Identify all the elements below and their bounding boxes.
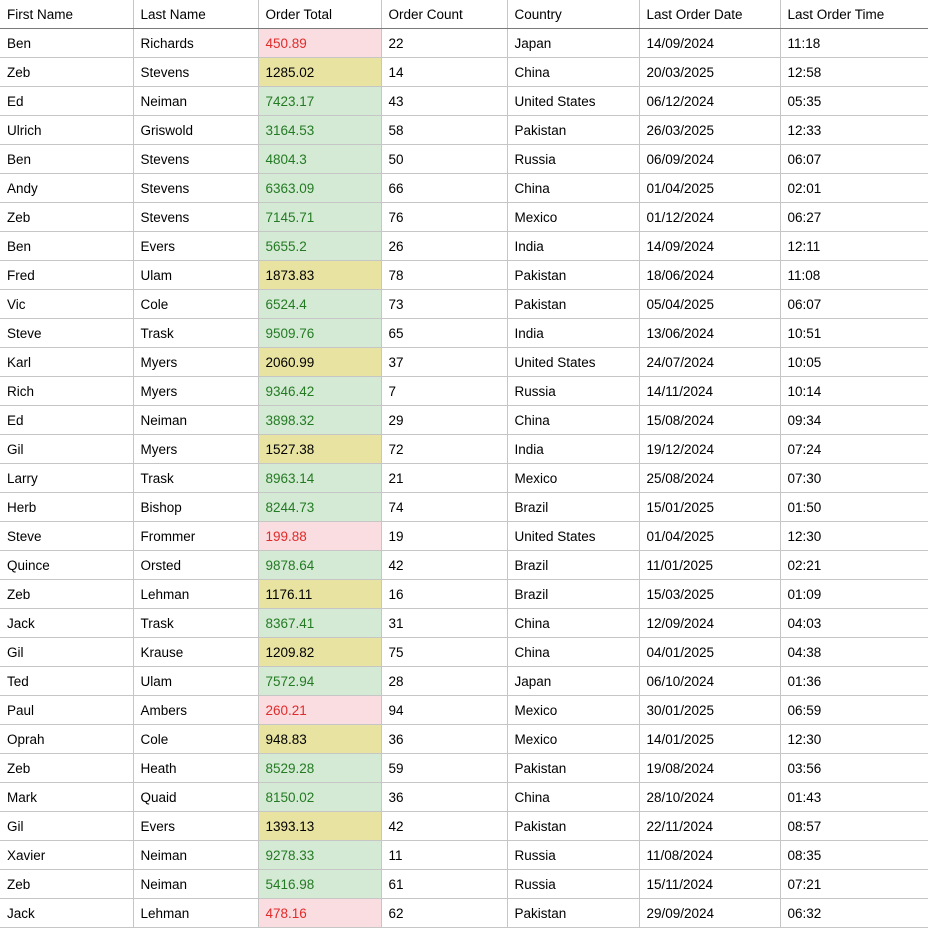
cell-first-name[interactable]: Ben (0, 29, 133, 58)
cell-first-name[interactable]: Steve (0, 319, 133, 348)
cell-order-total[interactable]: 4804.3 (258, 145, 381, 174)
cell-order-total[interactable]: 1209.82 (258, 638, 381, 667)
cell-last-order-time[interactable]: 06:59 (780, 696, 928, 725)
cell-first-name[interactable]: Vic (0, 290, 133, 319)
cell-last-order-date[interactable]: 14/09/2024 (639, 232, 780, 261)
cell-last-name[interactable]: Ambers (133, 696, 258, 725)
cell-last-order-date[interactable]: 24/07/2024 (639, 348, 780, 377)
cell-order-total[interactable]: 8529.28 (258, 754, 381, 783)
cell-country[interactable]: Pakistan (507, 899, 639, 928)
cell-last-name[interactable]: Stevens (133, 174, 258, 203)
cell-last-order-time[interactable]: 09:34 (780, 406, 928, 435)
cell-last-order-date[interactable]: 12/09/2024 (639, 609, 780, 638)
cell-first-name[interactable]: Andy (0, 174, 133, 203)
cell-country[interactable]: Pakistan (507, 812, 639, 841)
cell-order-total[interactable]: 9278.33 (258, 841, 381, 870)
cell-country[interactable]: China (507, 406, 639, 435)
cell-first-name[interactable]: Paul (0, 696, 133, 725)
cell-first-name[interactable]: Oprah (0, 725, 133, 754)
table-row[interactable] (0, 319, 928, 348)
cell-last-order-time[interactable]: 01:36 (780, 667, 928, 696)
column-header-last-order-time[interactable]: Last Order Time (780, 0, 928, 29)
cell-first-name[interactable]: Herb (0, 493, 133, 522)
cell-country[interactable]: India (507, 435, 639, 464)
cell-first-name[interactable]: Ed (0, 87, 133, 116)
cell-last-name[interactable]: Trask (133, 319, 258, 348)
table-row[interactable] (0, 261, 928, 290)
cell-last-name[interactable]: Ulam (133, 261, 258, 290)
cell-last-name[interactable]: Neiman (133, 406, 258, 435)
cell-last-name[interactable]: Orsted (133, 551, 258, 580)
table-row[interactable] (0, 609, 928, 638)
cell-order-count[interactable]: 22 (381, 29, 507, 58)
cell-order-total[interactable]: 3164.53 (258, 116, 381, 145)
table-row[interactable] (0, 435, 928, 464)
table-row[interactable] (0, 899, 928, 928)
cell-order-count[interactable]: 26 (381, 232, 507, 261)
cell-order-count[interactable]: 75 (381, 638, 507, 667)
cell-country[interactable]: China (507, 783, 639, 812)
cell-last-name[interactable]: Cole (133, 290, 258, 319)
cell-order-count[interactable]: 19 (381, 522, 507, 551)
cell-country[interactable]: Russia (507, 377, 639, 406)
table-row[interactable] (0, 58, 928, 87)
cell-order-total[interactable]: 8367.41 (258, 609, 381, 638)
cell-first-name[interactable]: Zeb (0, 870, 133, 899)
cell-first-name[interactable]: Gil (0, 435, 133, 464)
cell-order-total[interactable]: 260.21 (258, 696, 381, 725)
cell-first-name[interactable]: Ben (0, 145, 133, 174)
cell-first-name[interactable]: Ed (0, 406, 133, 435)
cell-last-order-date[interactable]: 05/04/2025 (639, 290, 780, 319)
table-body (0, 29, 928, 928)
cell-last-order-date[interactable]: 29/09/2024 (639, 899, 780, 928)
cell-last-order-time[interactable]: 06:27 (780, 203, 928, 232)
cell-order-total[interactable]: 3898.32 (258, 406, 381, 435)
cell-order-count[interactable]: 28 (381, 667, 507, 696)
cell-last-name[interactable]: Griswold (133, 116, 258, 145)
column-header-last-order-date[interactable]: Last Order Date (639, 0, 780, 29)
cell-order-total[interactable]: 9509.76 (258, 319, 381, 348)
table-row[interactable] (0, 580, 928, 609)
cell-last-order-time[interactable]: 06:07 (780, 290, 928, 319)
cell-last-name[interactable]: Cole (133, 725, 258, 754)
cell-last-order-date[interactable]: 11/08/2024 (639, 841, 780, 870)
cell-last-order-time[interactable]: 10:14 (780, 377, 928, 406)
cell-last-order-date[interactable]: 30/01/2025 (639, 696, 780, 725)
cell-last-order-time[interactable]: 10:05 (780, 348, 928, 377)
table-row[interactable] (0, 116, 928, 145)
cell-country[interactable]: China (507, 58, 639, 87)
cell-last-name[interactable]: Neiman (133, 841, 258, 870)
table-row[interactable] (0, 145, 928, 174)
table-row[interactable] (0, 754, 928, 783)
cell-order-count[interactable]: 72 (381, 435, 507, 464)
cell-last-order-date[interactable]: 20/03/2025 (639, 58, 780, 87)
column-header-order-count[interactable]: Order Count (381, 0, 507, 29)
cell-last-order-time[interactable]: 02:21 (780, 551, 928, 580)
cell-last-order-date[interactable]: 25/08/2024 (639, 464, 780, 493)
table-row[interactable] (0, 464, 928, 493)
cell-first-name[interactable]: Karl (0, 348, 133, 377)
cell-order-count[interactable]: 76 (381, 203, 507, 232)
table-row[interactable] (0, 812, 928, 841)
cell-order-count[interactable]: 50 (381, 145, 507, 174)
cell-last-name[interactable]: Quaid (133, 783, 258, 812)
cell-last-order-time[interactable]: 06:07 (780, 145, 928, 174)
cell-last-order-date[interactable]: 06/12/2024 (639, 87, 780, 116)
cell-first-name[interactable]: Zeb (0, 754, 133, 783)
cell-last-order-time[interactable]: 01:09 (780, 580, 928, 609)
table-row[interactable] (0, 522, 928, 551)
table-row[interactable] (0, 232, 928, 261)
cell-last-order-date[interactable]: 06/10/2024 (639, 667, 780, 696)
column-header-first-name[interactable]: First Name (0, 0, 133, 29)
cell-order-total[interactable]: 8244.73 (258, 493, 381, 522)
cell-order-count[interactable]: 74 (381, 493, 507, 522)
cell-order-count[interactable]: 78 (381, 261, 507, 290)
cell-last-order-date[interactable]: 01/12/2024 (639, 203, 780, 232)
column-header-country[interactable]: Country (507, 0, 639, 29)
cell-first-name[interactable]: Zeb (0, 580, 133, 609)
table-row[interactable] (0, 551, 928, 580)
cell-order-count[interactable]: 36 (381, 725, 507, 754)
cell-last-order-date[interactable]: 22/11/2024 (639, 812, 780, 841)
table-header (0, 0, 928, 29)
cell-country[interactable]: Japan (507, 29, 639, 58)
cell-first-name[interactable]: Mark (0, 783, 133, 812)
cell-first-name[interactable]: Larry (0, 464, 133, 493)
cell-country[interactable]: Russia (507, 145, 639, 174)
cell-order-total[interactable]: 6524.4 (258, 290, 381, 319)
cell-first-name[interactable]: Ulrich (0, 116, 133, 145)
cell-last-name[interactable]: Krause (133, 638, 258, 667)
cell-country[interactable]: Brazil (507, 580, 639, 609)
cell-order-total[interactable]: 1285.02 (258, 58, 381, 87)
cell-order-total[interactable]: 2060.99 (258, 348, 381, 377)
cell-order-total[interactable]: 478.16 (258, 899, 381, 928)
cell-country[interactable]: Pakistan (507, 261, 639, 290)
cell-order-count[interactable]: 73 (381, 290, 507, 319)
cell-last-order-time[interactable]: 12:30 (780, 522, 928, 551)
cell-first-name[interactable]: Quince (0, 551, 133, 580)
table-row[interactable] (0, 870, 928, 899)
cell-last-order-date[interactable]: 14/01/2025 (639, 725, 780, 754)
cell-country[interactable]: United States (507, 522, 639, 551)
cell-last-name[interactable]: Myers (133, 435, 258, 464)
column-header-order-total[interactable]: Order Total (258, 0, 381, 29)
cell-last-order-time[interactable]: 04:38 (780, 638, 928, 667)
cell-last-order-time[interactable]: 01:50 (780, 493, 928, 522)
cell-country[interactable]: Pakistan (507, 754, 639, 783)
cell-last-name[interactable]: Stevens (133, 145, 258, 174)
cell-country[interactable]: Brazil (507, 551, 639, 580)
cell-first-name[interactable]: Zeb (0, 203, 133, 232)
table-row[interactable] (0, 29, 928, 58)
cell-first-name[interactable]: Jack (0, 899, 133, 928)
table-row[interactable] (0, 725, 928, 754)
cell-first-name[interactable]: Xavier (0, 841, 133, 870)
cell-order-count[interactable]: 36 (381, 783, 507, 812)
table-row[interactable] (0, 493, 928, 522)
cell-last-name[interactable]: Myers (133, 377, 258, 406)
cell-last-order-date[interactable]: 13/06/2024 (639, 319, 780, 348)
cell-last-name[interactable]: Frommer (133, 522, 258, 551)
cell-order-count[interactable]: 31 (381, 609, 507, 638)
cell-last-order-time[interactable]: 12:11 (780, 232, 928, 261)
cell-order-total[interactable]: 948.83 (258, 725, 381, 754)
cell-order-count[interactable]: 43 (381, 87, 507, 116)
cell-order-total[interactable]: 7145.71 (258, 203, 381, 232)
cell-last-order-time[interactable]: 02:01 (780, 174, 928, 203)
cell-last-order-time[interactable]: 11:18 (780, 29, 928, 58)
table-row[interactable] (0, 667, 928, 696)
cell-country[interactable]: Mexico (507, 725, 639, 754)
cell-last-order-date[interactable]: 15/11/2024 (639, 870, 780, 899)
cell-order-count[interactable]: 62 (381, 899, 507, 928)
cell-order-count[interactable]: 14 (381, 58, 507, 87)
cell-last-name[interactable]: Stevens (133, 203, 258, 232)
cell-order-total[interactable]: 1873.83 (258, 261, 381, 290)
cell-last-name[interactable]: Evers (133, 232, 258, 261)
cell-order-count[interactable]: 11 (381, 841, 507, 870)
header-row (0, 0, 928, 29)
cell-order-count[interactable]: 37 (381, 348, 507, 377)
cell-country[interactable]: Mexico (507, 696, 639, 725)
cell-order-total[interactable]: 1527.38 (258, 435, 381, 464)
cell-last-name[interactable]: Evers (133, 812, 258, 841)
cell-last-order-time[interactable]: 12:33 (780, 116, 928, 145)
cell-order-count[interactable]: 16 (381, 580, 507, 609)
cell-country[interactable]: Mexico (507, 203, 639, 232)
cell-order-count[interactable]: 7 (381, 377, 507, 406)
cell-last-name[interactable]: Neiman (133, 87, 258, 116)
cell-order-count[interactable]: 61 (381, 870, 507, 899)
cell-order-total[interactable]: 7572.94 (258, 667, 381, 696)
cell-country[interactable]: China (507, 174, 639, 203)
cell-last-order-date[interactable]: 26/03/2025 (639, 116, 780, 145)
cell-country[interactable]: India (507, 319, 639, 348)
cell-last-name[interactable]: Myers (133, 348, 258, 377)
cell-last-name[interactable]: Bishop (133, 493, 258, 522)
cell-last-name[interactable]: Lehman (133, 899, 258, 928)
cell-last-order-time[interactable]: 10:51 (780, 319, 928, 348)
cell-order-total[interactable]: 8963.14 (258, 464, 381, 493)
cell-order-total[interactable]: 6363.09 (258, 174, 381, 203)
cell-order-total[interactable]: 8150.02 (258, 783, 381, 812)
cell-last-order-date[interactable]: 28/10/2024 (639, 783, 780, 812)
cell-last-name[interactable]: Stevens (133, 58, 258, 87)
cell-last-order-date[interactable]: 04/01/2025 (639, 638, 780, 667)
cell-first-name[interactable]: Jack (0, 609, 133, 638)
cell-last-order-date[interactable]: 19/08/2024 (639, 754, 780, 783)
cell-last-order-time[interactable]: 07:30 (780, 464, 928, 493)
cell-last-order-date[interactable]: 14/11/2024 (639, 377, 780, 406)
cell-last-order-time[interactable]: 03:56 (780, 754, 928, 783)
cell-last-order-date[interactable]: 18/06/2024 (639, 261, 780, 290)
cell-country[interactable]: Mexico (507, 464, 639, 493)
cell-first-name[interactable]: Steve (0, 522, 133, 551)
cell-first-name[interactable]: Rich (0, 377, 133, 406)
cell-country[interactable]: Russia (507, 841, 639, 870)
cell-order-total[interactable]: 5655.2 (258, 232, 381, 261)
cell-order-total[interactable]: 450.89 (258, 29, 381, 58)
cell-country[interactable]: Brazil (507, 493, 639, 522)
cell-last-order-date[interactable]: 15/03/2025 (639, 580, 780, 609)
cell-order-count[interactable]: 94 (381, 696, 507, 725)
table-row[interactable] (0, 348, 928, 377)
cell-last-name[interactable]: Trask (133, 609, 258, 638)
table-row[interactable] (0, 290, 928, 319)
table-row[interactable] (0, 783, 928, 812)
cell-last-name[interactable]: Neiman (133, 870, 258, 899)
cell-last-order-time[interactable]: 07:24 (780, 435, 928, 464)
cell-country[interactable]: India (507, 232, 639, 261)
cell-first-name[interactable]: Ben (0, 232, 133, 261)
table-row[interactable] (0, 406, 928, 435)
cell-order-total[interactable]: 7423.17 (258, 87, 381, 116)
cell-order-count[interactable]: 42 (381, 551, 507, 580)
cell-order-total[interactable]: 9346.42 (258, 377, 381, 406)
cell-order-count[interactable]: 59 (381, 754, 507, 783)
cell-first-name[interactable]: Fred (0, 261, 133, 290)
cell-last-order-date[interactable]: 11/01/2025 (639, 551, 780, 580)
cell-order-total[interactable]: 9878.64 (258, 551, 381, 580)
cell-last-order-date[interactable]: 06/09/2024 (639, 145, 780, 174)
cell-first-name[interactable]: Gil (0, 812, 133, 841)
cell-last-order-date[interactable]: 15/08/2024 (639, 406, 780, 435)
column-header-last-name[interactable]: Last Name (133, 0, 258, 29)
cell-order-count[interactable]: 65 (381, 319, 507, 348)
cell-last-name[interactable]: Heath (133, 754, 258, 783)
cell-last-order-time[interactable]: 06:32 (780, 899, 928, 928)
cell-last-order-date[interactable]: 01/04/2025 (639, 522, 780, 551)
cell-last-order-date[interactable]: 19/12/2024 (639, 435, 780, 464)
cell-last-order-date[interactable]: 14/09/2024 (639, 29, 780, 58)
cell-last-order-time[interactable]: 11:08 (780, 261, 928, 290)
cell-last-order-time[interactable]: 07:21 (780, 870, 928, 899)
cell-country[interactable]: United States (507, 348, 639, 377)
cell-last-name[interactable]: Trask (133, 464, 258, 493)
cell-last-order-time[interactable]: 04:03 (780, 609, 928, 638)
cell-first-name[interactable]: Ted (0, 667, 133, 696)
cell-country[interactable]: Pakistan (507, 116, 639, 145)
cell-last-order-time[interactable]: 08:35 (780, 841, 928, 870)
cell-order-count[interactable]: 21 (381, 464, 507, 493)
cell-last-order-time[interactable]: 08:57 (780, 812, 928, 841)
cell-order-count[interactable]: 66 (381, 174, 507, 203)
table-row[interactable] (0, 841, 928, 870)
cell-order-count[interactable]: 58 (381, 116, 507, 145)
cell-order-count[interactable]: 42 (381, 812, 507, 841)
cell-order-total[interactable]: 5416.98 (258, 870, 381, 899)
cell-order-total[interactable]: 1176.11 (258, 580, 381, 609)
cell-last-order-time[interactable]: 12:58 (780, 58, 928, 87)
table-row[interactable] (0, 377, 928, 406)
cell-country[interactable]: China (507, 609, 639, 638)
cell-first-name[interactable]: Gil (0, 638, 133, 667)
table-row[interactable] (0, 203, 928, 232)
cell-country[interactable]: United States (507, 87, 639, 116)
cell-country[interactable]: Japan (507, 667, 639, 696)
cell-last-order-date[interactable]: 15/01/2025 (639, 493, 780, 522)
cell-last-name[interactable]: Richards (133, 29, 258, 58)
cell-last-name[interactable]: Lehman (133, 580, 258, 609)
cell-first-name[interactable]: Zeb (0, 58, 133, 87)
cell-last-order-time[interactable]: 05:35 (780, 87, 928, 116)
table-row[interactable] (0, 174, 928, 203)
table-row[interactable] (0, 87, 928, 116)
cell-order-total[interactable]: 199.88 (258, 522, 381, 551)
table-row[interactable] (0, 696, 928, 725)
cell-country[interactable]: China (507, 638, 639, 667)
cell-last-order-time[interactable]: 12:30 (780, 725, 928, 754)
cell-country[interactable]: Pakistan (507, 290, 639, 319)
cell-last-order-date[interactable]: 01/04/2025 (639, 174, 780, 203)
table-row[interactable] (0, 638, 928, 667)
cell-order-total[interactable]: 1393.13 (258, 812, 381, 841)
cell-last-order-time[interactable]: 01:43 (780, 783, 928, 812)
cell-last-name[interactable]: Ulam (133, 667, 258, 696)
cell-order-count[interactable]: 29 (381, 406, 507, 435)
cell-country[interactable]: Russia (507, 870, 639, 899)
